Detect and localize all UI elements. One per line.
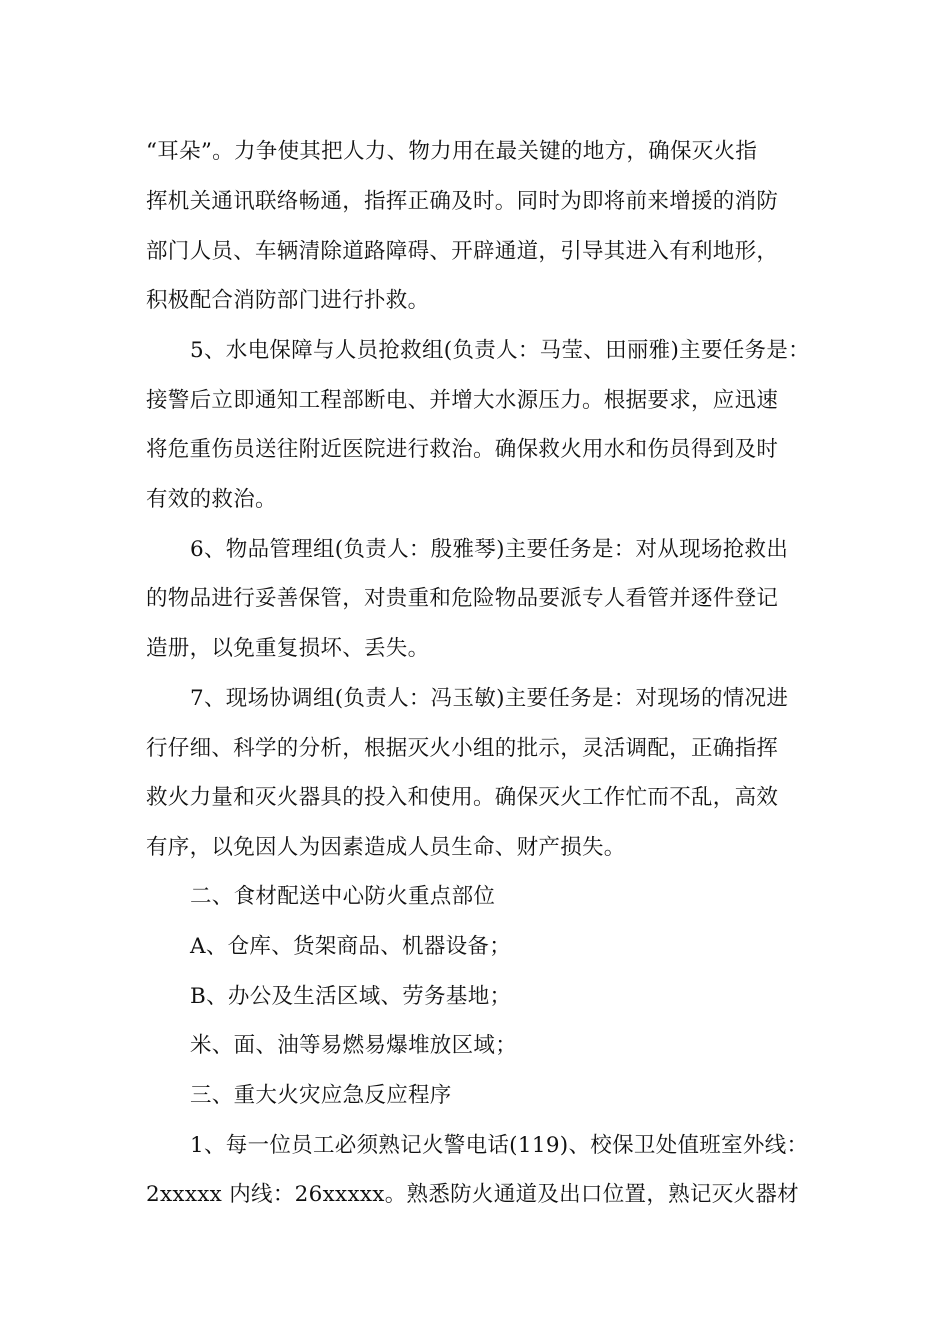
text-line-19: 米、面、油等易燃易爆堆放区域； (190, 1033, 518, 1058)
text-line-21: 1、每一位员工必须熟记火警电话(119)、校保卫处值班室外线： (190, 1133, 809, 1158)
text-line-2: 挥机关通讯联络畅通，指挥正确及时。同时为即将前来增援的消防 (146, 189, 779, 214)
text-line-6: 接警后立即通知工程部断电、并增大水源压力。根据要求，应迅速 (146, 388, 779, 413)
text-line-1: “耳朵”。力争使其把人力、物力用在最关键的地方，确保灭火指 (146, 139, 758, 164)
text-line-18: B、办公及生活区域、劳务基地； (190, 984, 512, 1009)
text-line-5: 5、水电保障与人员抢救组(负责人：马莹、田丽雅)主要任务是： (190, 338, 810, 363)
text-line-9: 6、物品管理组(负责人：殷雅琴)主要任务是：对从现场抢救出 (190, 537, 789, 562)
text-line-8: 有效的救治。 (146, 487, 277, 512)
text-line-4: 积极配合消防部门进行扑救。 (146, 288, 430, 313)
text-line-17: A、仓库、货架商品、机器设备； (190, 934, 512, 959)
text-line-12: 7、现场协调组(负责人：冯玉敏)主要任务是：对现场的情况进 (190, 686, 789, 711)
section-heading-3: 三、重大火灾应急反应程序 (190, 1083, 452, 1108)
text-line-11: 造册，以免重复损坏、丢失。 (146, 636, 430, 661)
text-line-10: 的物品进行妥善保管，对贵重和危险物品要派专人看管并逐件登记 (146, 586, 779, 611)
text-line-7: 将危重伤员送往附近医院进行救治。确保救火用水和伤员得到及时 (146, 437, 779, 462)
text-line-13: 行仔细、科学的分析，根据灭火小组的批示，灵活调配，正确指挥 (146, 736, 779, 761)
text-line-22: 2xxxxx 内线：26xxxxx。熟悉防火通道及出口位置，熟记灭火器材 (146, 1182, 799, 1207)
text-line-3: 部门人员、车辆清除道路障碍、开辟通道，引导其进入有利地形， (146, 239, 779, 264)
section-heading-2: 二、食材配送中心防火重点部位 (190, 884, 496, 909)
text-line-14: 救火力量和灭火器具的投入和使用。确保灭火工作忙而不乱，高效 (146, 785, 779, 810)
text-line-15: 有序，以免因人为因素造成人员生命、财产损失。 (146, 835, 626, 860)
